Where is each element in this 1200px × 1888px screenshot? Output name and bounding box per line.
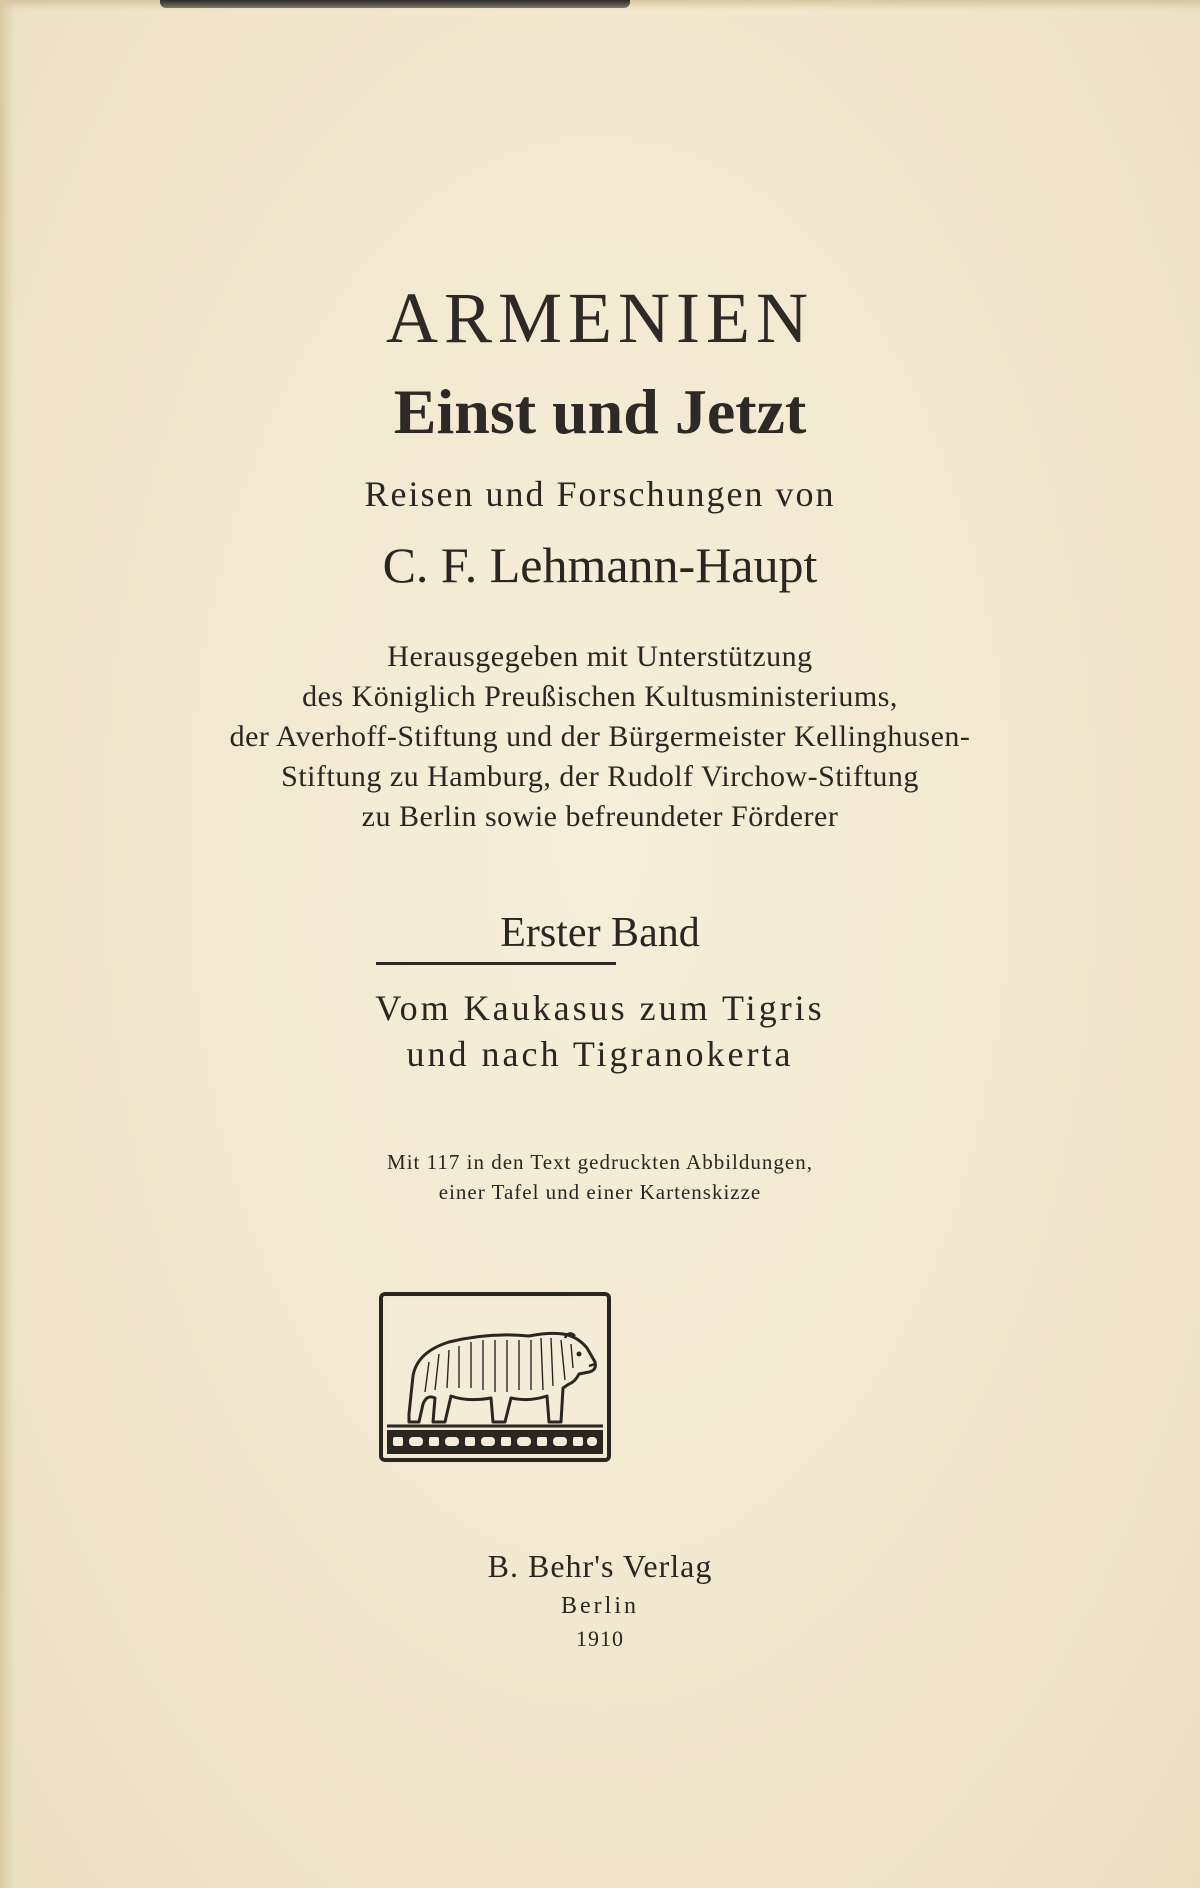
subline: Reisen und Forschungen von xyxy=(364,474,836,514)
volume-subtitle-line-2: und nach Tigranokerta xyxy=(406,1034,794,1074)
publisher-city: Berlin xyxy=(561,1593,639,1619)
illustrations-note-line-2: einer Tafel und einer Kartenskizze xyxy=(438,1180,762,1204)
support-line: zu Berlin sowie befreundeter Förderer xyxy=(361,800,839,833)
publication-year: 1910 xyxy=(576,1626,624,1651)
volume-underline xyxy=(376,962,616,965)
book-subtitle: Einst und Jetzt xyxy=(393,376,807,447)
illustrations-note-line-1: Mit 117 in den Text gedruckten Abbildungen, xyxy=(387,1150,813,1174)
binding-shadow xyxy=(160,0,630,8)
author-name: C. F. Lehmann-Haupt xyxy=(382,537,818,593)
bear-icon xyxy=(379,1292,611,1462)
support-line: Stiftung zu Hamburg, der Rudolf Virchow-Stiftung xyxy=(281,760,919,793)
support-line: der Averhoff-Stiftung und der Bürgermeister Kellinghusen- xyxy=(229,720,971,753)
publisher-name: B. Behr's Verlag xyxy=(487,1548,713,1584)
volume-label: Erster Band xyxy=(500,910,700,956)
book-title: ARMENIEN xyxy=(386,278,814,358)
support-line: Herausgegeben mit Unterstützung xyxy=(387,640,813,673)
volume-subtitle-line-1: Vom Kaukasus zum Tigris xyxy=(375,988,825,1028)
support-line: des Königlich Preußischen Kultusministeriums, xyxy=(302,680,898,713)
